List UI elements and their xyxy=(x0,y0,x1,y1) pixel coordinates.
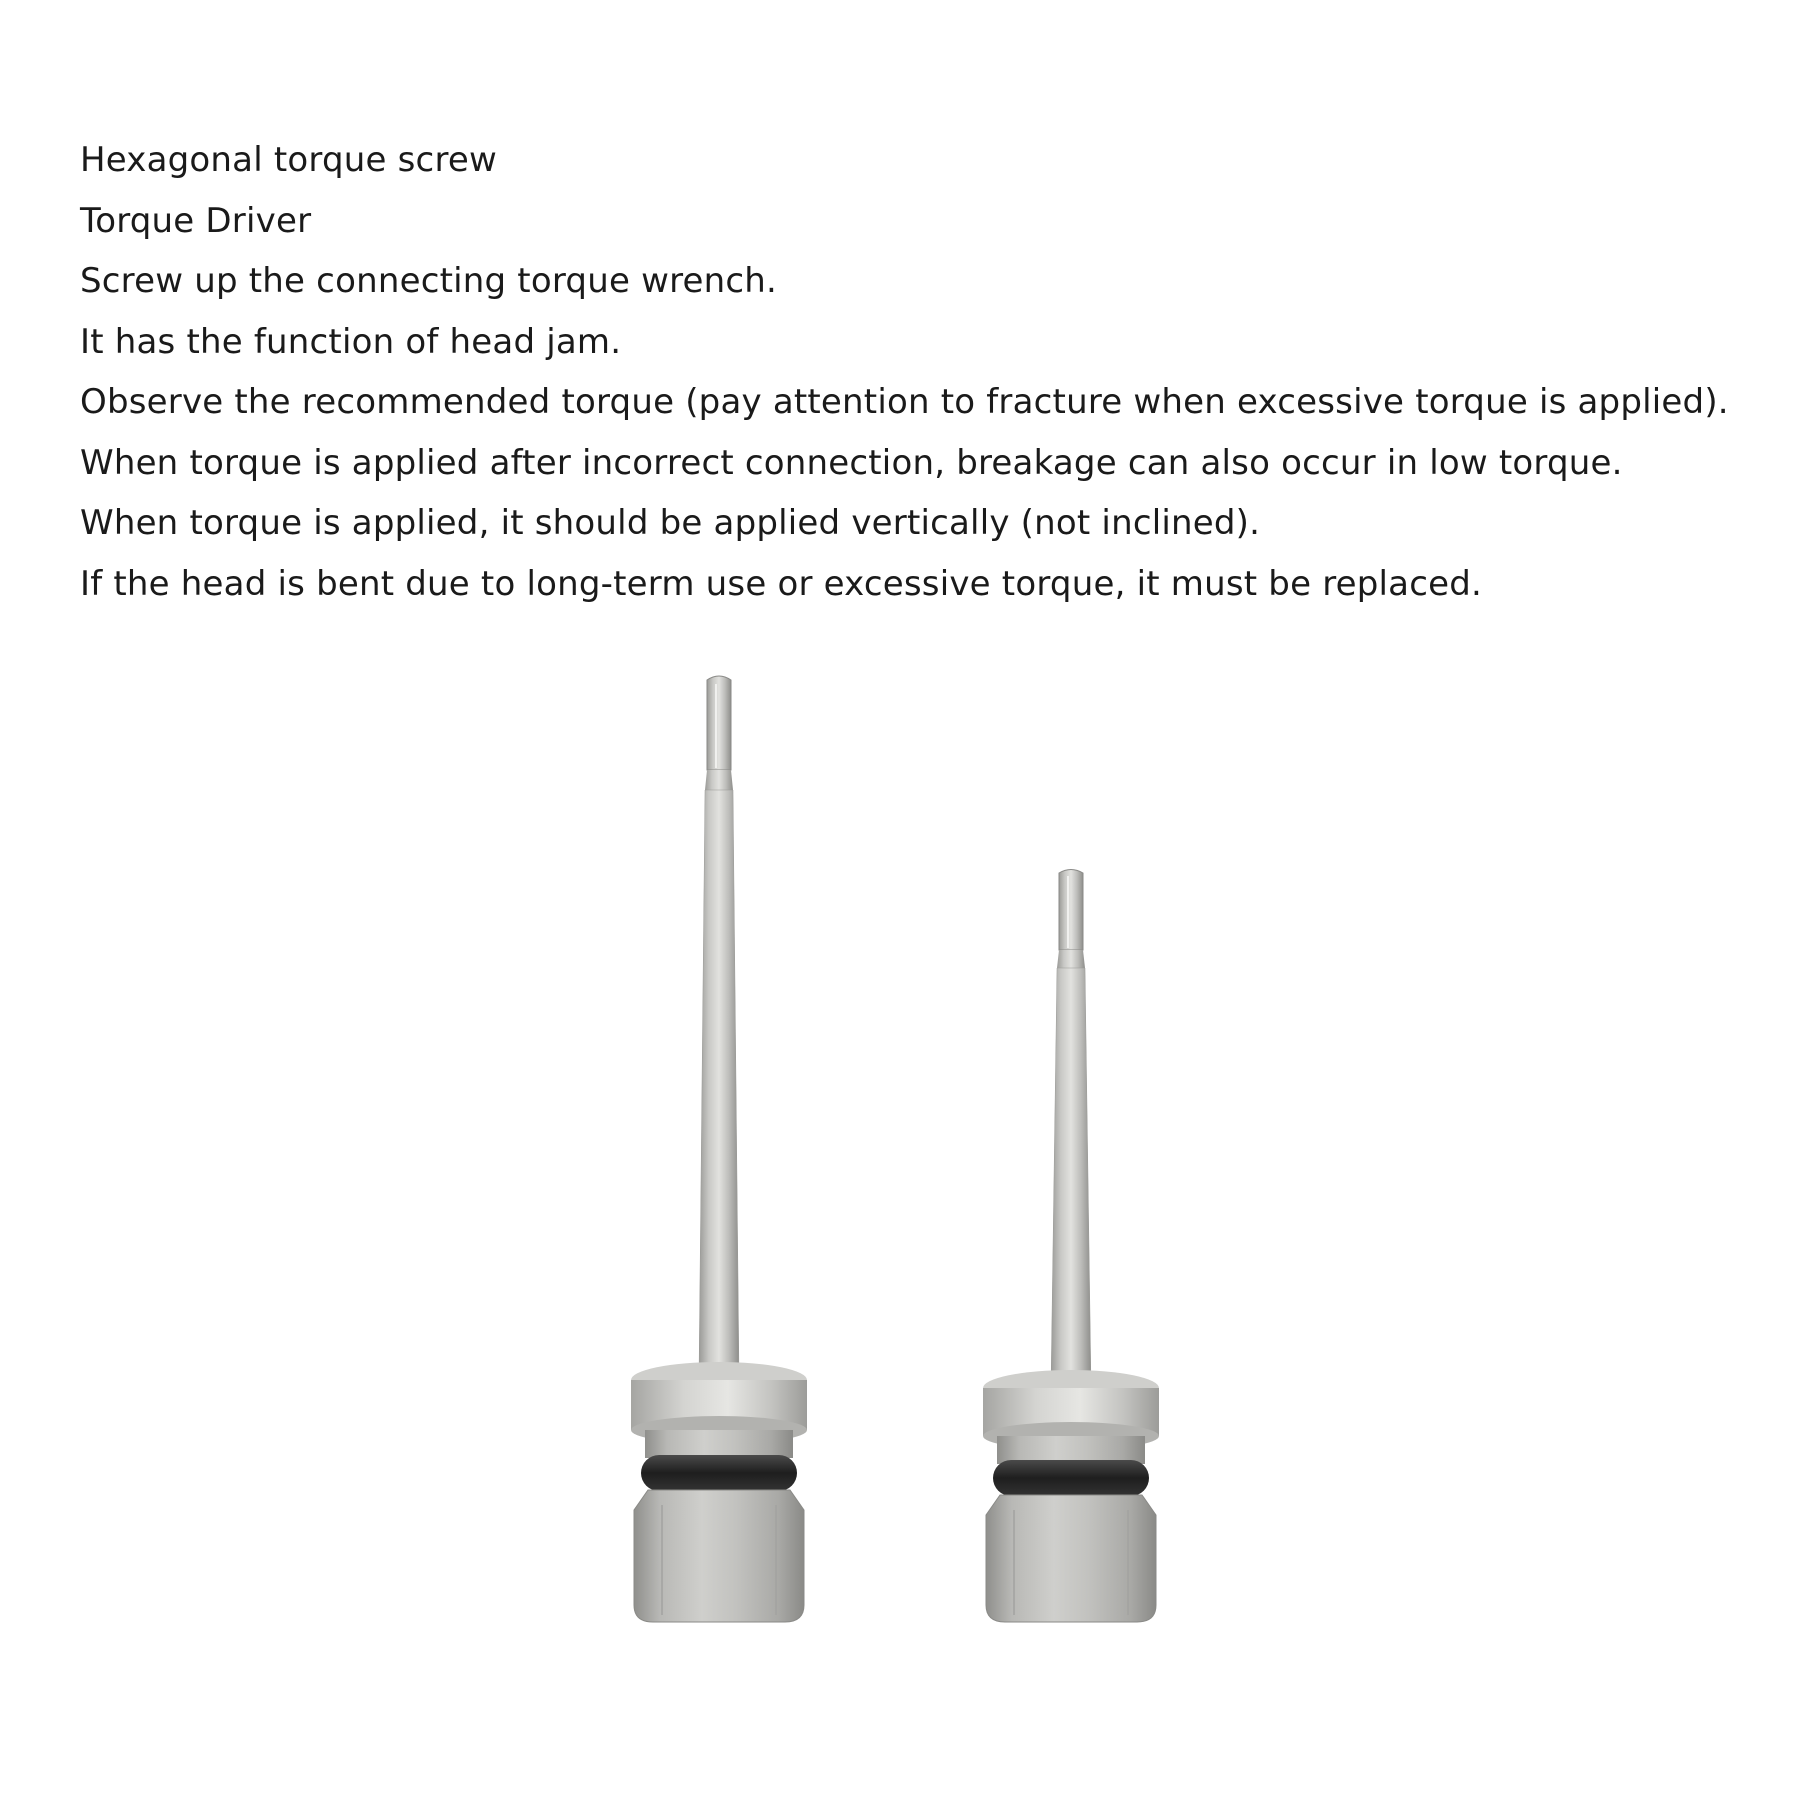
description-line-2: Torque Driver xyxy=(80,200,312,241)
description-line-8: If the head is bent due to long-term use or excessive torque, it must be replaced. xyxy=(80,563,1483,604)
long-torque-driver xyxy=(631,676,807,1622)
short-torque-driver xyxy=(983,870,1159,1623)
description-line-5: Observe the recommended torque (pay attention to fracture when excessive torque is applied). xyxy=(80,382,1729,422)
description-line-6: When torque is applied after incorrect connection, breakage can also occur in low torque. xyxy=(80,442,1623,483)
description-line-4: It has the function of head jam. xyxy=(80,321,622,362)
description-line-3: Screw up the connecting torque wrench. xyxy=(80,261,778,301)
torque-driver-photo xyxy=(0,640,1800,1680)
description-line-1: Hexagonal torque screw xyxy=(80,140,497,180)
description-line-7: When torque is applied, it should be applied vertically (not inclined). xyxy=(80,503,1261,543)
product-description xyxy=(80,130,1760,614)
